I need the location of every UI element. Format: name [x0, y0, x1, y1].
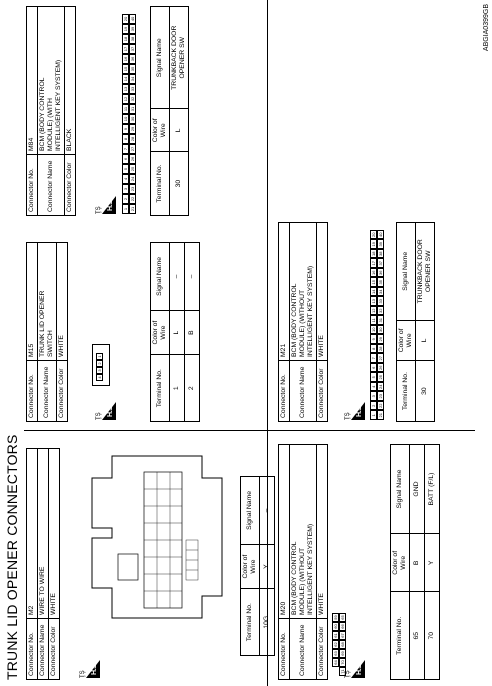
signal-name-header: Signal Name [241, 477, 260, 545]
m84-pin-grid [122, 14, 136, 214]
connector-no-label: Connector No. [27, 361, 38, 422]
m2-terminal-table [240, 476, 275, 656]
m2-hs-mark [80, 660, 100, 678]
m20-info-table [278, 444, 328, 680]
connector-name-label: Connector Name [38, 361, 57, 422]
pin: 24 [129, 174, 136, 184]
pin: 12 [370, 306, 377, 316]
terminal-cell: 10G [260, 589, 275, 656]
pin-spacer [332, 667, 339, 676]
pin: 21 [129, 204, 136, 214]
pin: 23 [129, 184, 136, 194]
m20-connector-name: BCM (BODY CONTROL MODULE) (WITHOUT INTELLIGENT KEY SYSTEM) [290, 445, 317, 619]
pin: 6 [370, 363, 377, 373]
page-title: TRUNK LID OPENER CONNECTORS [4, 434, 20, 680]
table-row [410, 445, 425, 680]
pin: 9 [370, 335, 377, 345]
pin: 2 [122, 194, 129, 204]
pin: 26 [129, 154, 136, 164]
m84-hs-mark [96, 196, 116, 214]
m84-connector-name: BCM (BODY CONTROL MODULE) (WITH INTELLIGENT KEY SYSTEM) [38, 7, 65, 155]
table-row [170, 243, 185, 422]
terminal-cell: 1 [170, 355, 185, 422]
pin: 34 [377, 287, 384, 297]
pin: 9 [122, 124, 129, 134]
color-of-wire-header: Color of Wire [151, 310, 170, 355]
table-row [416, 223, 435, 422]
hs-stamp-icon: ŢŞ [345, 670, 351, 678]
signal-cell: GND [410, 445, 425, 534]
color-of-wire-header: Color of Wire [151, 109, 170, 152]
wire-color-cell: B [410, 534, 425, 592]
signal-name-header: Signal Name [391, 445, 410, 534]
pin: 3 [96, 367, 103, 374]
pin: 39 [129, 24, 136, 34]
pin: 14 [370, 287, 377, 297]
connector-name-label: Connector Name [290, 619, 317, 680]
pin: 40 [129, 14, 136, 24]
color-of-wire-header: Color of Wire [391, 534, 410, 592]
m21-info-table [278, 222, 328, 422]
pin: 39 [377, 240, 384, 250]
signal-cell: – [260, 477, 275, 545]
pin: 37 [377, 259, 384, 269]
wire-color-cell: L [170, 109, 189, 152]
pin: 24 [377, 382, 384, 392]
pin: 31 [377, 316, 384, 326]
m2-info-table [26, 448, 60, 680]
pin: 59 [332, 613, 339, 622]
pin: 1 [122, 204, 129, 214]
pin: 10 [370, 325, 377, 335]
m20-connector-color: WHITE [317, 445, 328, 619]
pin: 70 [339, 658, 346, 667]
pin: 20 [370, 230, 377, 240]
pin: 23 [377, 392, 384, 402]
pin: 14 [122, 74, 129, 84]
connector-color-label: Connector Color [49, 619, 60, 680]
pin: 5 [122, 164, 129, 174]
pin: 33 [377, 297, 384, 307]
pin: 27 [377, 354, 384, 364]
pin: 26 [377, 363, 384, 373]
pin: 64 [332, 658, 339, 667]
connector-name-label: Connector Name [290, 361, 317, 422]
m84-connector-no: M84 [27, 7, 38, 155]
vertical-divider-bottom [267, 430, 475, 431]
signal-cell: TRUNKBACK DOOR OPENER SW [170, 7, 189, 109]
pin: 2 [370, 401, 377, 411]
m84-info-table [26, 6, 76, 216]
pin: 25 [377, 373, 384, 383]
pin: 35 [377, 278, 384, 288]
terminal-no-header: Terminal No. [391, 592, 410, 680]
hs-stamp-icon: ŢŞ [96, 412, 102, 420]
pin: 3 [370, 392, 377, 402]
pin: 33 [129, 84, 136, 94]
pin: 5 [370, 373, 377, 383]
signal-cell: TRUNKBACK DOOR OPENER SW [416, 223, 435, 321]
terminal-cell: 65 [410, 592, 425, 680]
pin: 8 [370, 344, 377, 354]
connector-no-label: Connector No. [27, 619, 38, 680]
pin: 16 [122, 54, 129, 64]
wire-color-cell: Y [425, 534, 440, 592]
m84-connector-color: BLACK [65, 7, 76, 155]
m21-pin-grid [370, 230, 384, 420]
pin: 13 [122, 84, 129, 94]
pin: 20 [122, 14, 129, 24]
terminal-no-header: Terminal No. [241, 589, 260, 656]
pin: 17 [370, 259, 377, 269]
m2-connector-color: WHITE [49, 449, 60, 619]
pin: 19 [122, 24, 129, 34]
pin: 28 [129, 134, 136, 144]
pin: 62 [332, 640, 339, 649]
m21-terminal-table [396, 222, 435, 422]
pin: 34 [129, 74, 136, 84]
pin: 13 [370, 297, 377, 307]
m20-pin-grid [332, 613, 346, 676]
m2-connector-face [82, 446, 232, 628]
pin: 4 [96, 374, 103, 381]
pin: 30 [377, 325, 384, 335]
m20-hs-mark [345, 660, 365, 678]
terminal-cell: 70 [425, 592, 440, 680]
pin: 6 [122, 154, 129, 164]
wire-color-cell: B [185, 310, 200, 355]
pin: 18 [122, 34, 129, 44]
pin: 32 [377, 306, 384, 316]
pin: 7 [122, 144, 129, 154]
pin: 3 [122, 184, 129, 194]
pin: 40 [377, 230, 384, 240]
table-row [170, 7, 189, 216]
pin: 17 [122, 44, 129, 54]
vertical-divider-top [24, 430, 267, 431]
pin: 38 [377, 249, 384, 259]
m15-info-table [26, 242, 68, 422]
m84-terminal-table [150, 6, 189, 216]
terminal-no-header: Terminal No. [397, 361, 416, 422]
pin: 60 [332, 622, 339, 631]
pin: 65 [339, 613, 346, 622]
connector-color-label: Connector Color [317, 361, 328, 422]
m20-connector-no: M20 [279, 445, 290, 619]
pin: 25 [129, 164, 136, 174]
connector-no-label: Connector No. [279, 619, 290, 680]
signal-cell: – [185, 243, 200, 311]
hs-stamp-icon: ŢŞ [345, 412, 351, 420]
wire-color-cell: L [170, 310, 185, 355]
pin: 35 [129, 64, 136, 74]
pin: 32 [129, 94, 136, 104]
terminal-no-header: Terminal No. [151, 152, 170, 216]
wire-color-cell: L [416, 320, 435, 361]
pin: 71 [339, 667, 346, 676]
signal-name-header: Signal Name [151, 7, 170, 109]
m15-connector-no: M15 [27, 243, 38, 361]
terminal-cell: 30 [416, 361, 435, 422]
m15-connector-color: WHITE [57, 243, 68, 361]
connector-name-label: Connector Name [38, 155, 65, 216]
table-row [260, 477, 275, 656]
pin: 22 [377, 401, 384, 411]
m20-terminal-table [390, 444, 440, 680]
signal-name-header: Signal Name [397, 223, 416, 321]
pin: 36 [377, 268, 384, 278]
m21-connector-no: M21 [279, 223, 290, 361]
pin: 28 [377, 344, 384, 354]
m15-connector-name: TRUNK LID OPENER SWITCH [38, 243, 57, 361]
pin: 4 [370, 382, 377, 392]
pin: 66 [339, 622, 346, 631]
figure-code: ABGIA0399GB [483, 4, 490, 52]
m21-connector-color: WHITE [317, 223, 328, 361]
hs-stamp-icon: ŢŞ [80, 670, 86, 678]
table-row [185, 243, 200, 422]
pin: 37 [129, 44, 136, 54]
pin: 36 [129, 54, 136, 64]
m21-connector-name: BCM (BODY CONTROL MODULE) (WITHOUT INTELLIGENT KEY SYSTEM) [290, 223, 317, 361]
pin: 18 [370, 249, 377, 259]
pin: 4 [122, 174, 129, 184]
pin: 1 [370, 411, 377, 421]
pin: 69 [339, 649, 346, 658]
pin: 63 [332, 649, 339, 658]
m21-hs-mark [345, 402, 365, 420]
signal-name-header: Signal Name [151, 243, 170, 311]
signal-cell: – [170, 243, 185, 311]
wire-color-cell: Y [260, 544, 275, 589]
hs-label: H.S. [107, 198, 114, 211]
terminal-no-header: Terminal No. [151, 355, 170, 422]
pin: 22 [129, 194, 136, 204]
pin: 15 [370, 278, 377, 288]
signal-cell: BATT (F/L) [425, 445, 440, 534]
pin: 38 [129, 34, 136, 44]
m2-connector-name: WIRE TO WIRE [38, 449, 49, 619]
pin: 12 [122, 94, 129, 104]
pin: 11 [370, 316, 377, 326]
connector-color-label: Connector Color [57, 361, 68, 422]
pin: 15 [122, 64, 129, 74]
m2-connector-no: M2 [27, 449, 38, 619]
pin: 21 [377, 411, 384, 421]
connector-no-label: Connector No. [27, 155, 38, 216]
color-of-wire-header: Color of Wire [241, 544, 260, 589]
pin: 8 [122, 134, 129, 144]
hs-stamp-icon: ŢŞ [96, 206, 102, 214]
connector-color-label: Connector Color [317, 619, 328, 680]
connector-color-label: Connector Color [65, 155, 76, 216]
hs-label: H.S. [356, 662, 363, 675]
hs-label: H.S. [107, 404, 114, 417]
table-row [425, 445, 440, 680]
pin: 30 [129, 114, 136, 124]
pin: 2 [96, 360, 103, 367]
pin: 27 [129, 144, 136, 154]
pin: 29 [129, 124, 136, 134]
connector-name-label: Connector Name [38, 619, 49, 680]
pin: 1 [96, 353, 103, 360]
pin: 68 [339, 640, 346, 649]
m15-hs-mark [96, 402, 116, 420]
pin: 29 [377, 335, 384, 345]
pin: 7 [370, 354, 377, 364]
pin: 19 [370, 240, 377, 250]
pin: 16 [370, 268, 377, 278]
hs-label: H.S. [356, 404, 363, 417]
pin: 67 [339, 631, 346, 640]
pin: 61 [332, 631, 339, 640]
hs-label: H.S. [91, 662, 98, 675]
m15-terminal-table [150, 242, 200, 422]
m15-pin-grid [96, 353, 103, 381]
color-of-wire-header: Color of Wire [397, 320, 416, 361]
terminal-cell: 30 [170, 152, 189, 216]
pin: 10 [122, 114, 129, 124]
terminal-cell: 2 [185, 355, 200, 422]
connector-no-label: Connector No. [279, 361, 290, 422]
pin: 31 [129, 104, 136, 114]
pin: 11 [122, 104, 129, 114]
